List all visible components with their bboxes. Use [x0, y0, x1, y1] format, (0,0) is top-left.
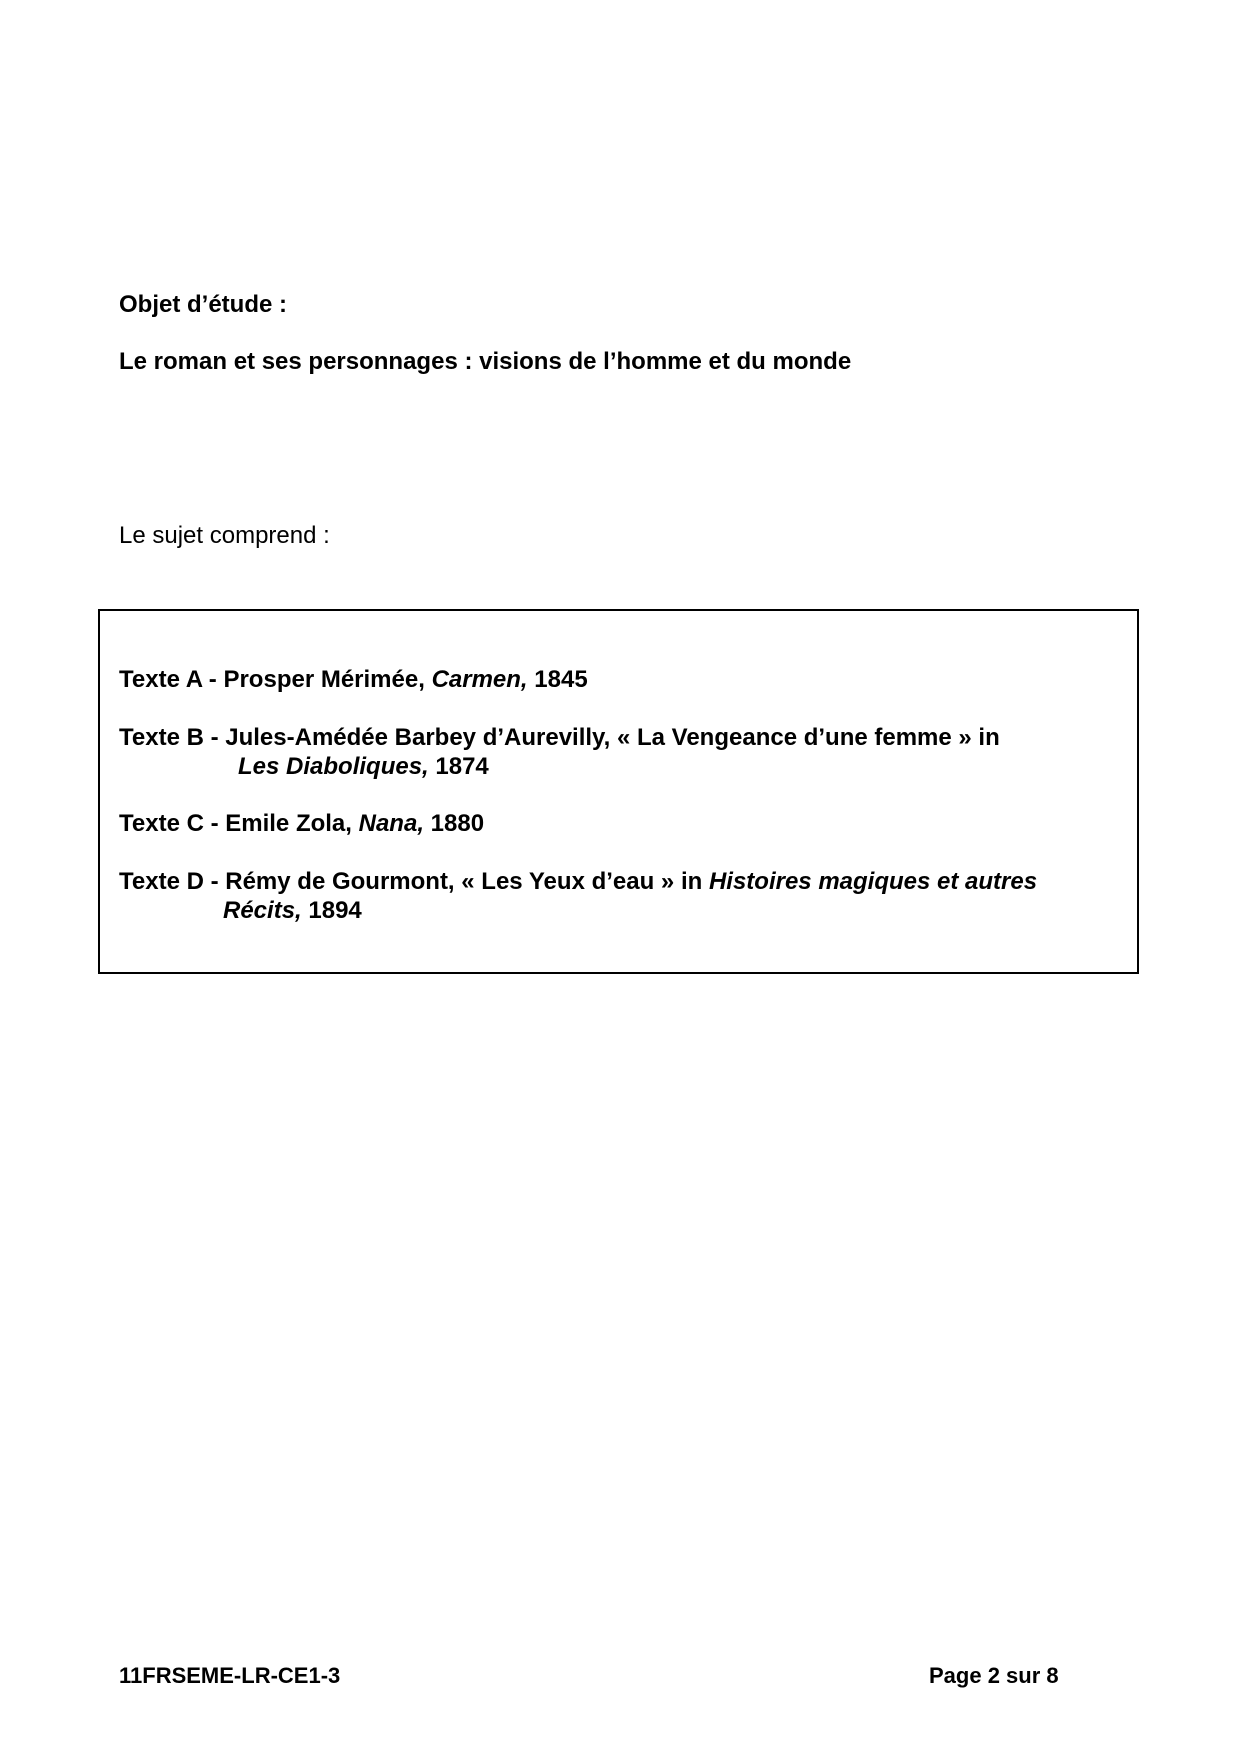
study-object-title: Le roman et ses personnages : visions de l’homme et du monde: [119, 348, 852, 375]
subject-intro: Le sujet comprend :: [119, 522, 330, 549]
text-c-prefix: Texte C - Emile Zola,: [119, 810, 359, 837]
text-b-work-line: [119, 752, 1000, 781]
page-number: Page 2 sur 8: [929, 1663, 1059, 1688]
text-d-line1: [119, 867, 1037, 896]
text-c-entry: [119, 809, 484, 838]
document-code: 11FRSEME-LR-CE1-3: [119, 1663, 341, 1688]
text-b-prefix: Texte B - Jules-Amédée Barbey d’Aurevilly, « La Vengeance d’une femme » in: [119, 724, 1000, 751]
text-d-year: 1894: [301, 897, 362, 924]
text-a-work: Carmen,: [431, 666, 528, 693]
text-a-prefix: Texte A - Prosper Mérimée,: [119, 666, 432, 693]
text-d-work-part2: Récits,: [223, 897, 302, 924]
text-d-work-part1: Histoires magiques et autres: [708, 868, 1038, 895]
text-b-work: Les Diaboliques,: [238, 753, 429, 780]
text-b-entry: [119, 723, 1000, 781]
text-d-prefix: Texte D - Rémy de Gourmont, « Les Yeux d’eau » in: [119, 868, 709, 895]
text-c-year: 1880: [423, 810, 485, 837]
text-d-entry: [119, 867, 1037, 925]
text-d-line2: [119, 896, 1037, 925]
text-b-year: 1874: [428, 753, 489, 780]
study-object-label: Objet d’étude :: [119, 291, 287, 318]
text-a-entry: [119, 665, 588, 694]
text-a-year: 1845: [527, 666, 588, 693]
text-c-work: Nana,: [358, 810, 424, 837]
